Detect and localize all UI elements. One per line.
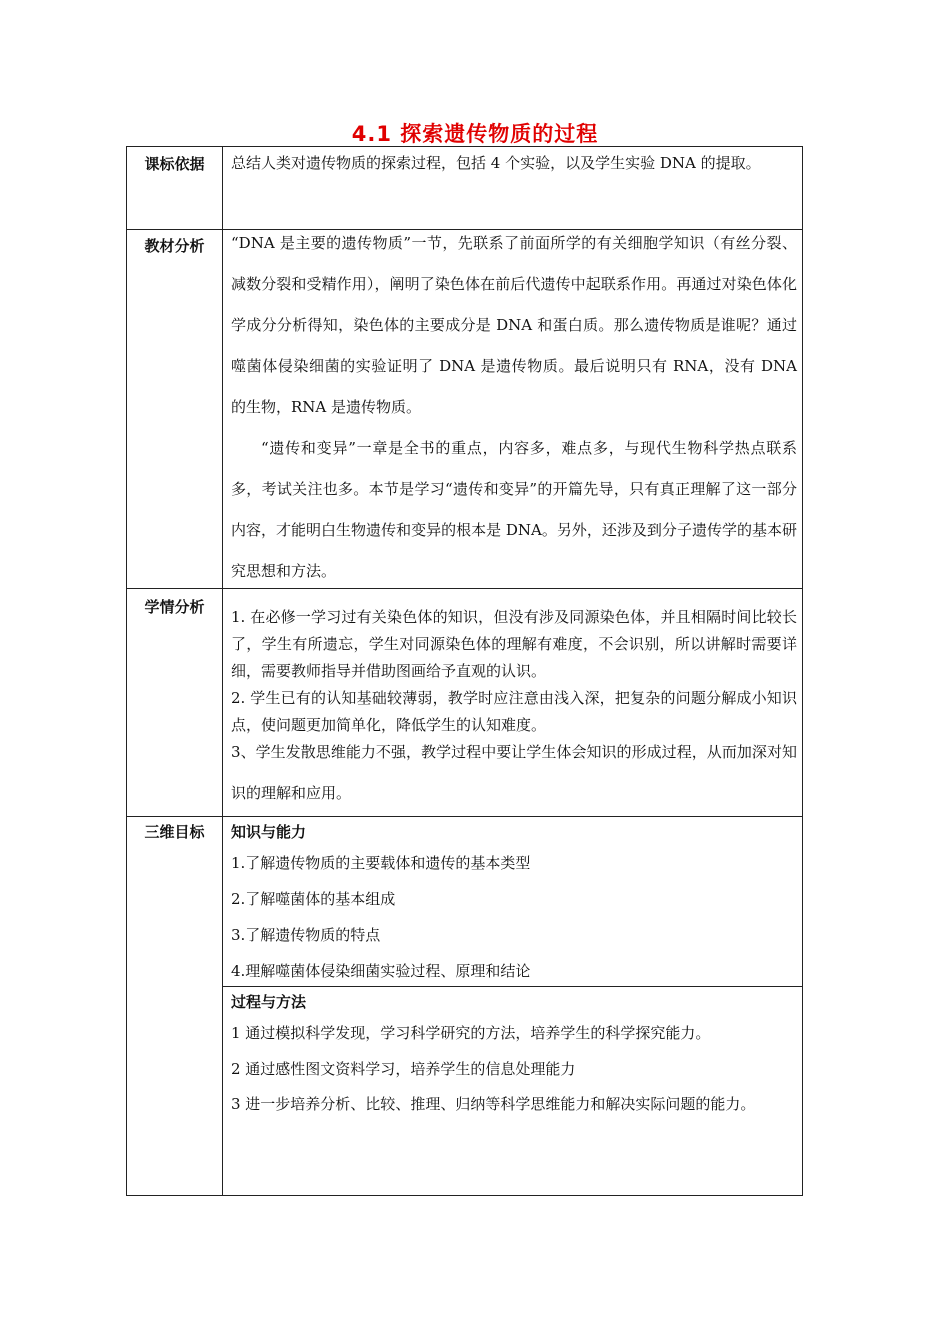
lesson-plan-table [126, 146, 803, 1196]
knowledge-cell [231, 819, 797, 989]
page-title: 4.1 探索遗传物质的过程 [351, 122, 599, 146]
learner-paragraph-1: 1. 在必修一学习过有关染色体的知识，但没有涉及同源染色体，并且相隔时间比较长了，学生有所遗忘，学生对同源染色体的理解有难度，不会识别，所以讲解时需要详细，需要教师指导并借助图画给予直观的认识。 [231, 608, 797, 680]
process-heading: 过程与方法 [231, 993, 307, 1011]
process-item: 1 通过模拟科学发现，学习科学研究的方法，培养学生的科学探究能力。 [231, 1024, 711, 1042]
knowledge-item: 2.了解噬菌体的基本组成 [231, 890, 396, 908]
material-paragraph-2: “遗传和变异”一章是全书的重点，内容多，难点多，与现代生物科学热点联系多，考试关注也多。本节是学习“遗传和变异”的开篇先导，只有真正理解了这一部分内容，才能明白生物遗传和变异的根本是 DNA。另外，还涉及到分子遗传学的基本研究思想和方法。 [231, 439, 797, 580]
knowledge-item: 4.理解噬菌体侵染细菌实验过程、原理和结论 [231, 962, 531, 980]
learner-paragraph-3: 3、学生发散思维能力不强，教学过程中要让学生体会知识的形成过程，从而加深对知识的理解和应用。 [231, 743, 797, 802]
row-label-material: 教材分析 [144, 237, 205, 255]
material-paragraph-1: “DNA 是主要的遗传物质”一节，先联系了前面所学的有关细胞学知识（有丝分裂、减数分裂和受精作用），阐明了染色体在前后代遗传中起联系作用。再通过对染色体化学成分分析得知，染色体的主要成分是 DNA 和蛋白质。那么遗传物质是谁呢？通过噬菌体侵染细菌的实验证明了 DNA 是遗传物质。最后说明只有 RNA，没有 DNA 的生物，RNA 是遗传物质。 [231, 234, 797, 416]
row-divider [127, 816, 802, 817]
row-label-learner: 学情分析 [144, 598, 205, 616]
material-cell [231, 223, 797, 592]
row-label-curriculum: 课标依据 [144, 155, 205, 173]
knowledge-heading: 知识与能力 [231, 823, 307, 841]
curriculum-text: 总结人类对遗传物质的探索过程，包括 4 个实验，以及学生实验 DNA 的提取。 [231, 154, 761, 172]
row-label-objectives: 三维目标 [144, 823, 205, 841]
knowledge-item: 3.了解遗传物质的特点 [231, 926, 381, 944]
process-item: 3 进一步培养分析、比较、推理、归纳等科学思维能力和解决实际问题的能力。 [231, 1095, 756, 1113]
knowledge-item: 1.了解遗传物质的主要载体和遗传的基本类型 [231, 854, 531, 872]
process-item: 2 通过感性图文资料学习，培养学生的信息处理能力 [231, 1060, 576, 1078]
learner-cell [231, 604, 797, 814]
learner-paragraph-2: 2. 学生已有的认知基础较薄弱，教学时应注意由浅入深，把复杂的问题分解成小知识点，使问题更加简单化，降低学生的认知难度。 [231, 689, 797, 734]
column-divider [222, 147, 223, 1195]
curriculum-cell [231, 143, 797, 184]
process-cell [231, 989, 797, 1125]
